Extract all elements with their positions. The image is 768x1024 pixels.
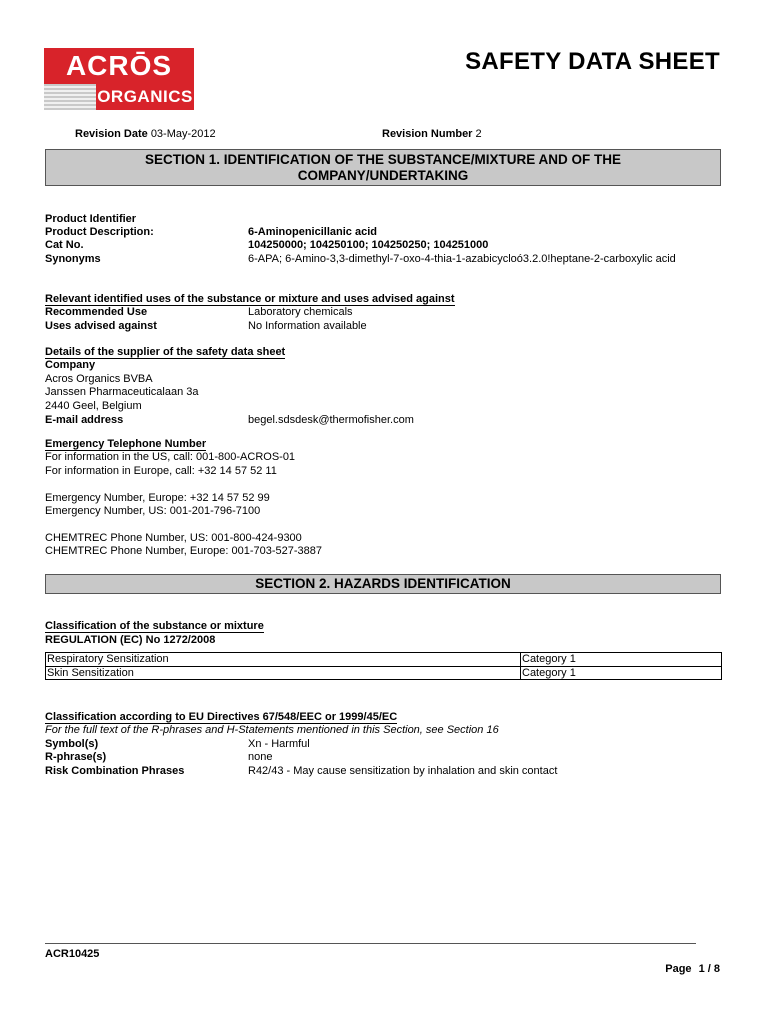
classification-table [45,652,722,680]
revision-date-label: Revision Date [75,128,148,140]
page-indicator [665,963,720,977]
footer-code: ACR10425 [45,948,100,960]
cat-no-value: 104250000; 104250100; 104250250; 104251000 [248,239,489,251]
revision-date [75,128,216,142]
emergency-line: CHEMTREC Phone Number, US: 001-800-424-9300 [45,532,302,544]
supplier-heading: Details of the supplier of the safety data sheet [45,346,286,358]
regulation-label: REGULATION (EC) No 1272/2008 [45,634,216,646]
section-1-title-line2: COMPANY/UNDERTAKING [297,168,469,183]
recommended-use-value: Laboratory chemicals [248,306,353,318]
category-cell: Category 1 [521,666,722,680]
revision-number-label: Revision Number [382,128,473,140]
footer-divider [45,943,696,944]
classification-heading: Classification of the substance or mixture [45,620,264,632]
emergency-line: For information in Europe, call: +32 14 57 52 11 [45,465,277,477]
revision-number [382,128,482,142]
table-row [46,666,722,680]
logo-stripes [44,84,194,110]
section-1-title-line1: SECTION 1. IDENTIFICATION OF THE SUBSTANCE/MIXTURE AND OF THE [144,152,621,167]
section-2-title: SECTION 2. HAZARDS IDENTIFICATION [255,576,511,591]
product-description-value: 6-Aminopenicillanic acid [248,226,377,238]
emergency-line: Emergency Number, Europe: +32 14 57 52 99 [45,492,270,504]
r-phrases-label: R-phrase(s) [45,751,107,763]
section-1-header [45,149,721,186]
email-label: E-mail address [45,414,124,426]
page-value: 1 / 8 [698,963,720,975]
acros-organics-logo [44,48,194,110]
eu-classification-heading: Classification according to EU Directives 67/548/EEC or 1999/45/EC [45,711,398,723]
revision-number-value: 2 [475,128,482,140]
logo-top-word: ACRŌS [44,48,194,84]
risk-combination-value: R42/43 - May cause sensitization by inhalation and skin contact [248,765,558,777]
section-2-header [45,574,721,594]
table-row [46,653,722,667]
hazard-cell: Respiratory Sensitization [46,653,521,667]
logo-bottom-word: ORGANICS [96,84,194,110]
symbols-label: Symbol(s) [45,738,99,750]
company-line-2: Janssen Pharmaceuticalaan 3a [45,386,199,398]
category-cell: Category 1 [521,653,722,667]
document-title: SAFETY DATA SHEET [465,48,720,75]
risk-combination-label: Risk Combination Phrases [45,765,185,777]
cat-no-label: Cat No. [45,239,84,251]
r-phrases-value: none [248,751,273,763]
uses-advised-against-value: No Information available [248,320,367,332]
symbols-value: Xn - Harmful [248,738,310,750]
page-label: Page [665,963,692,975]
emergency-line: For information in the US, call: 001-800-ACROS-01 [45,451,296,463]
company-line-1: Acros Organics BVBA [45,373,153,385]
synonyms-value: 6-APA; 6-Amino-3,3-dimethyl-7-oxo-4-thia-1-azabicycloó3.2.0!heptane-2-carboxylic acid [248,253,676,265]
emergency-line: CHEMTREC Phone Number, Europe: 001-703-527-3887 [45,545,322,557]
recommended-use-label: Recommended Use [45,306,148,318]
company-label: Company [45,359,96,371]
emergency-line: Emergency Number, US: 001-201-796-7100 [45,505,261,517]
uses-heading: Relevant identified uses of the substance or mixture and uses advised against [45,293,455,305]
emergency-heading: Emergency Telephone Number [45,438,207,450]
synonyms-label: Synonyms [45,253,101,265]
hazard-cell: Skin Sensitization [46,666,521,680]
product-identifier-heading: Product Identifier [45,213,137,225]
product-description-label: Product Description: [45,226,154,238]
revision-date-value: 03-May-2012 [150,128,216,140]
email-value[interactable]: begel.sdsdesk@thermofisher.com [248,414,414,426]
uses-advised-against-label: Uses advised against [45,320,157,332]
company-line-3: 2440 Geel, Belgium [45,400,142,412]
eu-note: For the full text of the R-phrases and H-Statements mentioned in this Section, see Section 16 [45,724,499,736]
